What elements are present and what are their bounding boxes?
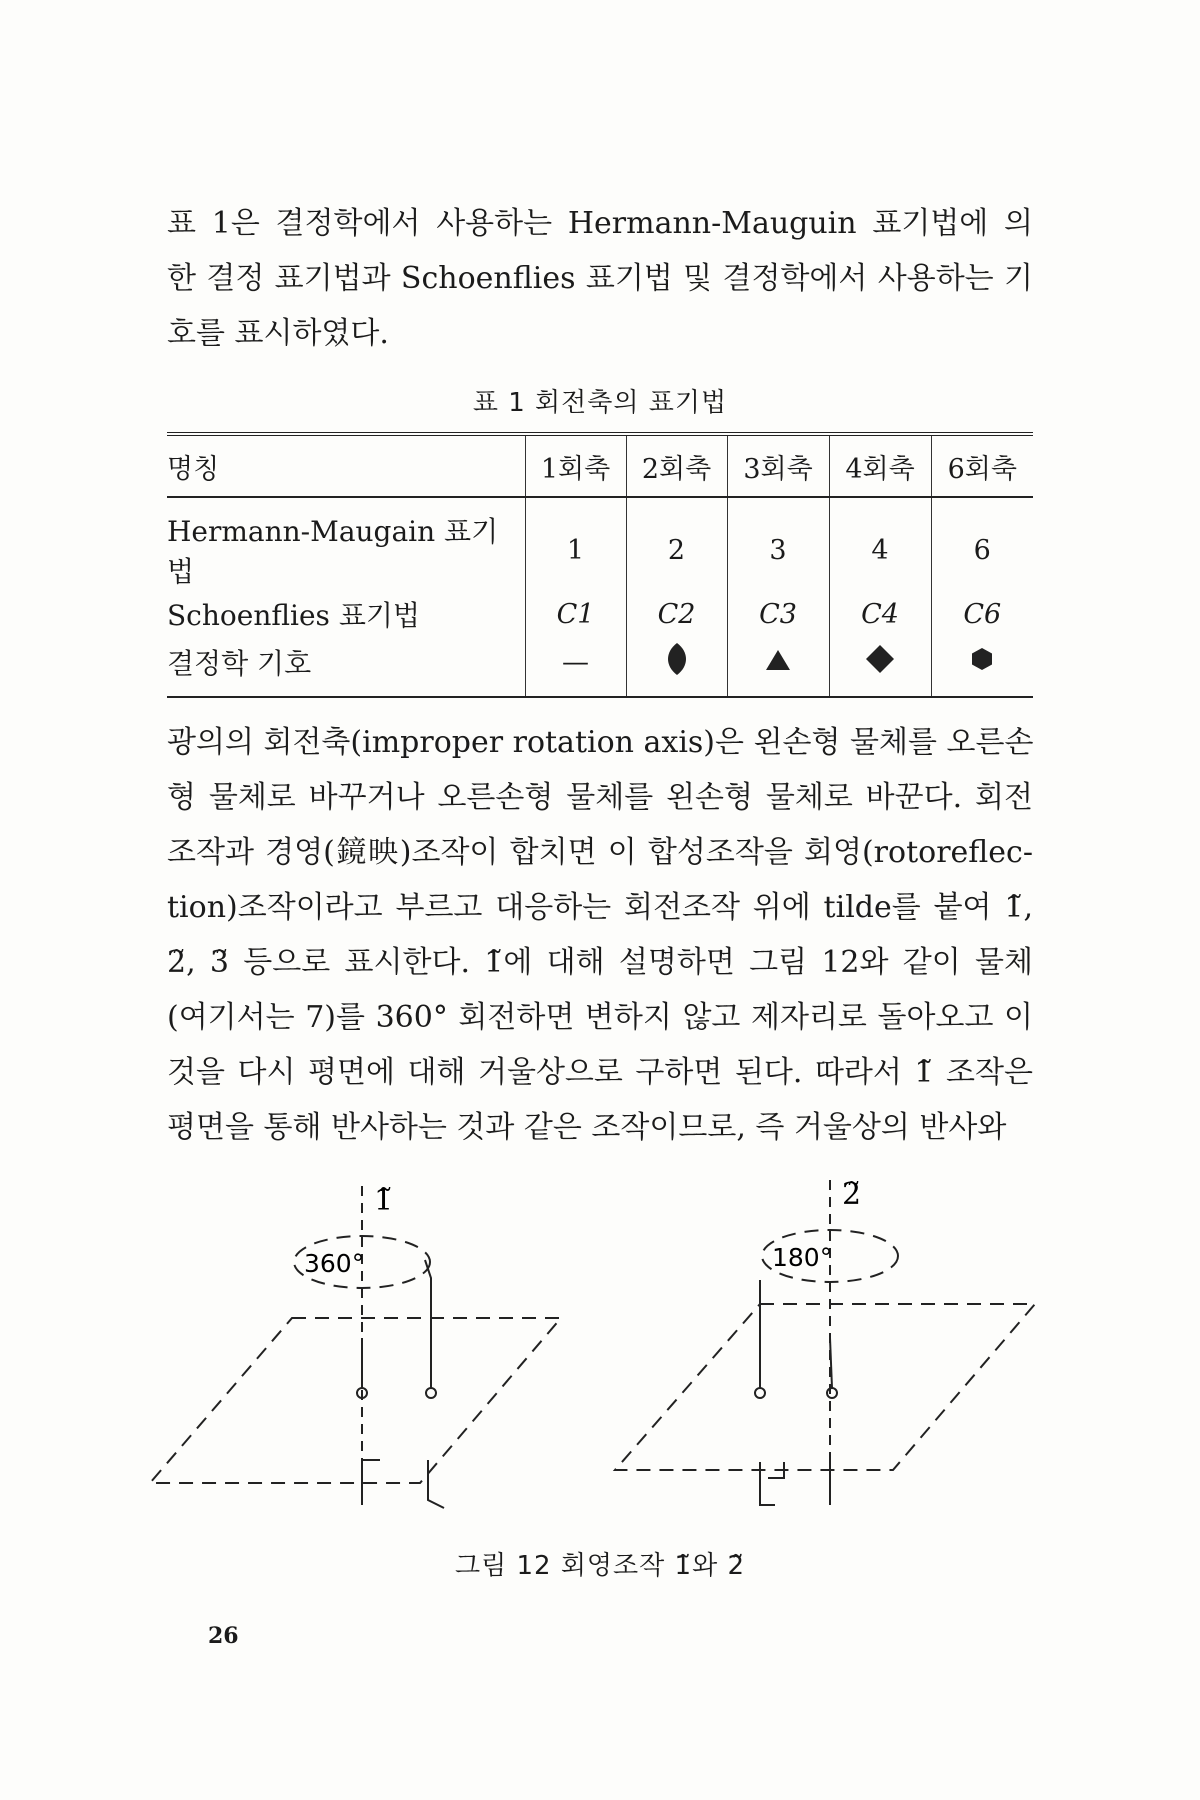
body-paragraph bbox=[167, 715, 1033, 1155]
row-label: Hermann-Maugain 표기법 bbox=[167, 515, 499, 588]
axis-label-right: 2̃ bbox=[842, 1177, 862, 1212]
table-row bbox=[167, 590, 1033, 638]
table-cell: 2 bbox=[626, 497, 727, 590]
table-cell: 4 bbox=[829, 497, 931, 590]
table-cell: C4 bbox=[829, 590, 931, 638]
table-header-row bbox=[167, 434, 1033, 497]
triangle-icon bbox=[765, 649, 791, 671]
rotation-axis-table bbox=[167, 432, 1033, 698]
object-end bbox=[426, 1388, 436, 1398]
header-name: 명칭 bbox=[167, 434, 525, 497]
table-caption: 표 1 회전축의 표기법 bbox=[472, 388, 728, 418]
table-cell: 6 bbox=[931, 497, 1033, 590]
header-6fold: 6회축 bbox=[931, 434, 1033, 497]
table-cell: C2 bbox=[626, 590, 727, 638]
paragraph-line: 조작과 경영(鏡映)조작이 합치면 이 합성조작을 회영(rotoreflec- bbox=[167, 835, 1033, 870]
figure-caption: 그림 12 회영조작 1̃와 2̃ bbox=[454, 1551, 746, 1581]
table-cell: — bbox=[525, 638, 626, 697]
table-cell bbox=[727, 638, 829, 697]
paragraph-line: 한 결정 표기법과 Schoenflies 표기법 및 결정학에서 사용하는 기 bbox=[167, 261, 1033, 296]
object-seven bbox=[425, 1260, 431, 1388]
table-cell: C3 bbox=[727, 590, 829, 638]
object-end bbox=[827, 1388, 837, 1398]
intro-paragraph bbox=[167, 196, 1033, 361]
lens-icon bbox=[667, 642, 687, 676]
header-2fold: 2회축 bbox=[626, 434, 727, 497]
angle-label-left: 360° bbox=[304, 1249, 365, 1278]
row-label: 결정학 기호 bbox=[167, 647, 312, 680]
axis-label-left: 1̃ bbox=[374, 1183, 394, 1218]
paragraph-line: 2̃, 3̃ 등으로 표시한다. 1̃에 대해 설명하면 그림 12와 같이 물체 bbox=[167, 945, 1033, 980]
paragraph-line: (여기서는 7)를 360° 회전하면 변하지 않고 제자리로 돌아오고 이 bbox=[167, 1000, 1033, 1035]
mirror-plane-right bbox=[615, 1304, 1035, 1470]
header-4fold: 4회축 bbox=[829, 434, 931, 497]
reflected-object bbox=[428, 1460, 444, 1508]
table-cell: C1 bbox=[525, 590, 626, 638]
table-row bbox=[167, 638, 1033, 697]
hexagon-icon bbox=[971, 647, 993, 671]
angle-label-right: 180° bbox=[772, 1243, 833, 1272]
paragraph-line: 표 1은 결정학에서 사용하는 Hermann-Mauguin 표기법에 의 bbox=[167, 206, 1033, 241]
page-number: 26 bbox=[208, 1623, 239, 1649]
mirror-plane-left bbox=[150, 1318, 561, 1483]
header-1fold: 1회축 bbox=[525, 434, 626, 497]
object-stem bbox=[830, 1338, 832, 1388]
paragraph-line: tion)조작이라고 부르고 대응하는 회전조작 위에 tilde를 붙여 1̃, bbox=[167, 890, 1033, 925]
table-row bbox=[167, 497, 1033, 590]
reflected-object bbox=[362, 1460, 380, 1472]
paragraph-line: 평면을 통해 반사하는 것과 같은 조작이므로, 즉 거울상의 반사와 bbox=[167, 1110, 1007, 1145]
header-3fold: 3회축 bbox=[727, 434, 829, 497]
reflected-object bbox=[760, 1462, 775, 1505]
paragraph-line: 것을 다시 평면에 대해 거울상으로 구하면 된다. 따라서 1̃ 조작은 bbox=[167, 1055, 1033, 1090]
table-cell: C6 bbox=[931, 590, 1033, 638]
paragraph-line: 형 물체로 바꾸거나 오른손형 물체를 왼손형 물체로 바꾼다. 회전 bbox=[167, 780, 1033, 815]
table-cell bbox=[829, 638, 931, 697]
table-cell bbox=[931, 638, 1033, 697]
paragraph-line: 호를 표시하였다. bbox=[167, 316, 389, 351]
table-cell: 1 bbox=[525, 497, 626, 590]
table-cell: 3 bbox=[727, 497, 829, 590]
paragraph-line: 광의의 회전축(improper rotation axis)은 왼손형 물체를 오른손 bbox=[167, 725, 1034, 760]
rotoreflection-figure bbox=[0, 1160, 1200, 1540]
object-end bbox=[755, 1388, 765, 1398]
diamond-icon bbox=[865, 644, 895, 674]
row-label: Schoenflies 표기법 bbox=[167, 599, 420, 632]
table-cell bbox=[626, 638, 727, 697]
